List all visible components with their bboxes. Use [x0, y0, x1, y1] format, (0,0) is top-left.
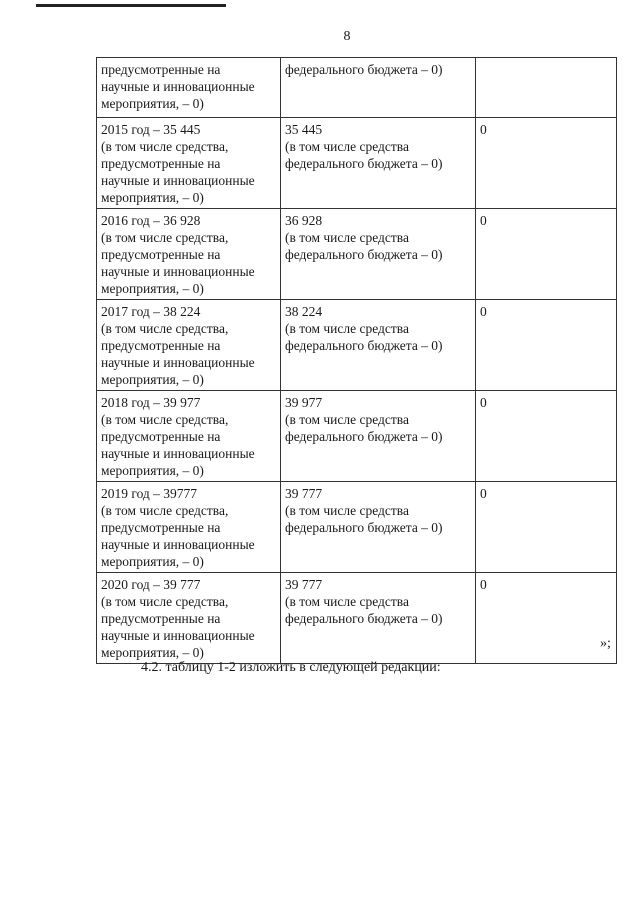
cell-text-line: 36 928: [285, 213, 323, 228]
cell-text-line: (в том числе средства,: [101, 503, 229, 518]
cell-text-line: предусмотренные на: [101, 156, 221, 171]
table-row: [97, 300, 617, 391]
total-funding-cell: [97, 209, 281, 300]
cell-value: 0: [480, 213, 487, 228]
cell-text-line: 39 777: [285, 577, 323, 592]
cell-text-line: мероприятия, – 0): [101, 463, 204, 478]
cell-text-line: (в том числе средства,: [101, 230, 229, 245]
federal-funding-cell: [281, 118, 476, 209]
table-row: [97, 573, 617, 664]
cell-text-line: 39 977: [285, 395, 323, 410]
table-row: [97, 118, 617, 209]
cell-text-line: (в том числе средства: [285, 230, 409, 245]
cell-text-line: (в том числе средства: [285, 321, 409, 336]
cell-text-line: федерального бюджета – 0): [285, 247, 443, 262]
table-row: [97, 482, 617, 573]
cell-text-line: мероприятия, – 0): [101, 645, 204, 660]
cell-text-line: научные и инновационные: [101, 79, 255, 94]
cell-value: 0: [480, 395, 487, 410]
federal-funding-cell: [281, 209, 476, 300]
cell-text-line: мероприятия, – 0): [101, 281, 204, 296]
cell-text-line: научные и инновационные: [101, 537, 255, 552]
cell-text-line: 2018 год – 39 977: [101, 395, 201, 410]
cell-text-line: 2016 год – 36 928: [101, 213, 201, 228]
cell-text-line: предусмотренные на: [101, 520, 221, 535]
cell-text-line: федерального бюджета – 0): [285, 520, 443, 535]
cell-text-line: (в том числе средства: [285, 594, 409, 609]
cell-text-line: (в том числе средства,: [101, 594, 229, 609]
cell-text-line: (в том числе средства: [285, 503, 409, 518]
total-funding-cell: [97, 482, 281, 573]
other-funding-cell: [476, 209, 617, 300]
cell-text-line: предусмотренные на: [101, 338, 221, 353]
cell-text-line: научные и инновационные: [101, 355, 255, 370]
cell-text-line: (в том числе средства,: [101, 321, 229, 336]
cell-text-line: предусмотренные на: [101, 247, 221, 262]
table-row: [97, 391, 617, 482]
cell-text-line: мероприятия, – 0): [101, 190, 204, 205]
cell-text-line: федерального бюджета – 0): [285, 429, 443, 444]
amendment-text: 4.2. таблицу 1-2 изложить в следующей редакции:: [141, 660, 441, 675]
cell-text-line: 2017 год – 38 224: [101, 304, 201, 319]
cell-text-line: мероприятия, – 0): [101, 372, 204, 387]
federal-funding-cell: [281, 391, 476, 482]
other-funding-cell: [476, 58, 617, 118]
federal-funding-cell: [281, 58, 476, 118]
federal-funding-cell: [281, 300, 476, 391]
cell-text-line: федерального бюджета – 0): [285, 338, 443, 353]
cell-text-line: (в том числе средства: [285, 412, 409, 427]
other-funding-cell: [476, 300, 617, 391]
cell-text-line: предусмотренные на: [101, 62, 221, 77]
cell-value: 0: [480, 486, 487, 501]
page-number: 8: [343, 29, 351, 44]
cell-text-line: 2019 год – 39777: [101, 486, 198, 501]
total-funding-cell: [97, 391, 281, 482]
cell-text-line: мероприятия, – 0): [101, 554, 204, 569]
cell-text-line: научные и инновационные: [101, 173, 255, 188]
other-funding-cell: [476, 391, 617, 482]
cell-text-line: предусмотренные на: [101, 429, 221, 444]
cell-text-line: 38 224: [285, 304, 323, 319]
cell-text-line: предусмотренные на: [101, 611, 221, 626]
total-funding-cell: [97, 300, 281, 391]
cell-text-line: научные и инновационные: [101, 628, 255, 643]
closing-quote: »;: [600, 636, 611, 651]
cell-text-line: 2020 год – 39 777: [101, 577, 201, 592]
other-funding-cell: [476, 482, 617, 573]
cell-text-line: 35 445: [285, 122, 323, 137]
cell-value: 0: [480, 304, 487, 319]
cell-text-line: (в том числе средства,: [101, 412, 229, 427]
cell-text-line: мероприятия, – 0): [101, 96, 204, 111]
cell-value: 0: [480, 122, 487, 137]
total-funding-cell: [97, 573, 281, 664]
cell-text-line: (в том числе средства,: [101, 139, 229, 154]
federal-funding-cell: [281, 482, 476, 573]
scan-edge-mark: [36, 4, 226, 7]
cell-text-line: 39 777: [285, 486, 323, 501]
cell-text-line: федерального бюджета – 0): [285, 62, 443, 77]
table-row: [97, 209, 617, 300]
funding-table-body: [97, 58, 617, 664]
other-funding-cell: [476, 573, 617, 664]
cell-value: 0: [480, 577, 487, 592]
cell-text-line: федерального бюджета – 0): [285, 156, 443, 171]
cell-text-line: (в том числе средства: [285, 139, 409, 154]
funding-table: [96, 57, 617, 664]
cell-text-line: научные и инновационные: [101, 264, 255, 279]
federal-funding-cell: [281, 573, 476, 664]
table-row-continuation: [97, 58, 617, 118]
other-funding-cell: [476, 118, 617, 209]
total-funding-cell: [97, 118, 281, 209]
cell-text-line: федерального бюджета – 0): [285, 611, 443, 626]
cell-text-line: 2015 год – 35 445: [101, 122, 201, 137]
cell-text-line: научные и инновационные: [101, 446, 255, 461]
total-funding-cell: [97, 58, 281, 118]
